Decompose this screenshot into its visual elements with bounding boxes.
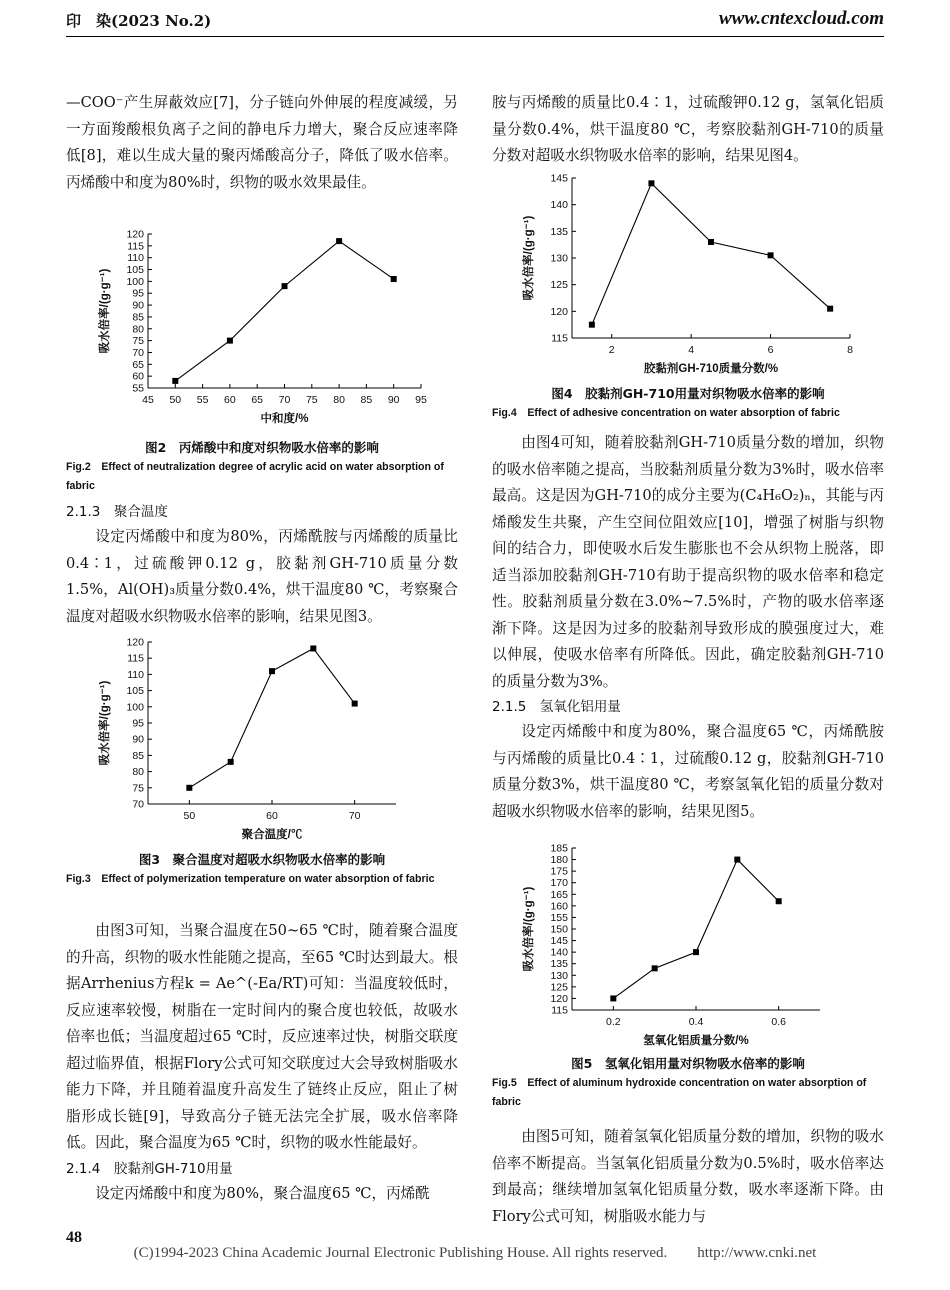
data-point [610,995,616,1001]
x-tick-label: 8 [847,344,853,356]
y-axis-label: 吸水倍率/(g·g⁻¹) [99,680,111,766]
right-body-text [492,430,884,825]
y-axis-label: 吸水倍率/(g·g⁻¹) [99,268,111,354]
copyright-footer: (C)1994-2023 China Academic Journal Electronic Publishing House. All rights reserved. http://www.cnki.net [133,1245,817,1261]
figure-4-chart [520,168,870,380]
journal-url[interactable]: www.cntexcloud.com [718,8,884,29]
y-axis-label: 吸水倍率/(g·g⁻¹) [523,215,535,301]
x-tick-label: 50 [183,810,196,822]
y-tick-label: 185 [550,842,568,855]
y-tick-label: 75 [132,782,144,795]
y-tick-label: 140 [550,199,568,212]
y-tick-label: 120 [550,992,568,1005]
right-column [492,90,884,170]
y-tick-label: 115 [127,240,144,253]
fig3-caption [66,850,458,889]
paragraph: 由图4可知，随着胶黏剂GH-710质量分数的增加，织物的吸水倍率随之提高，当胶黏剂质量分数为3%时，吸水倍率最高。这是因为GH-710的成分主要为(C₄H₆O₂)ₙ，其能与丙烯酸发生共聚，产生空间位阻效应[10]，增强了树脂与织物间的结合力，即使吸水后发生膨胀也不会从织物上脱落，即适当添加胶黏剂GH-710有助于提高织物的吸水倍率和稳定性。胶黏剂质量分数在3.0%~7.5%时，产物的吸水倍率逐渐下降。这是因为过多的胶黏剂导致形成的膜强度过大，难以伸展，使吸水倍率有所降低。因此，确定胶黏剂GH-710的质量分数为3%。 [492,434,885,690]
header-divider [66,36,884,37]
y-tick-label: 100 [126,701,144,714]
paragraph: —COO⁻产生屏蔽效应[7]，分子链向外伸展的程度减缓，另一方面羧酸根负离子之间的静电斥力增大，聚合反应速率降低[8]，难以生成大量的聚丙烯酸高分子，降低了吸水倍率。丙烯酸中和度为80%时，织物的吸水效果最佳。 [66,94,458,191]
series-line [175,241,393,381]
section-heading: 2.1.3 聚合温度 [66,504,168,520]
y-tick-label: 140 [550,946,568,959]
right-final-text [492,1124,884,1230]
y-tick-label: 120 [126,636,144,649]
x-tick-label: 4 [688,344,695,356]
paragraph: 设定丙烯酸中和度为80%，丙烯酰胺与丙烯酸的质量比0.4∶1，过硫酸钾0.12 g，胶黏剂GH-710质量分数1.5%，Al(OH)₃质量分数0.4%，烘干温度80 ℃，考察聚合温度对超吸水织物吸水倍率的影响，结果见图3。 [66,528,458,625]
x-axis-label: 胶黏剂GH-710质量分数/% [643,363,779,375]
y-tick-label: 170 [550,877,568,890]
x-axis-label: 中和度/% [260,413,309,425]
data-point [693,949,699,955]
y-tick-label: 120 [126,228,144,241]
y-tick-label: 55 [132,382,144,395]
y-tick-label: 85 [132,311,144,324]
y-tick-label: 105 [126,685,144,698]
y-tick-label: 145 [550,935,568,948]
data-point [648,180,654,186]
left-body-text [66,918,458,1207]
fig2-svg [96,226,436,436]
figure-2-chart [96,226,436,436]
data-point [172,378,178,384]
y-tick-label: 90 [132,299,144,312]
fig4-svg [520,168,870,380]
series-line [592,183,830,324]
fig2-caption-en: Fig.2 Effect of neutralization degree of acrylic acid on water absorption of fabric [66,461,444,492]
data-point [336,238,342,244]
y-tick-label: 115 [551,1004,568,1017]
fig3-caption-cn: 图3 聚合温度对超吸水织物吸水倍率的影响 [138,852,386,867]
data-point [269,668,275,674]
x-tick-label: 55 [196,394,209,406]
y-tick-label: 110 [127,668,144,681]
paragraph: 设定丙烯酸中和度为80%，聚合温度65 ℃，丙烯酰 [95,1184,430,1202]
fig4-caption-en: Fig.4 Effect of adhesive concentration on water absorption of fabric [492,407,840,419]
section-heading: 2.1.5 氢氧化铝用量 [492,699,621,715]
data-point [186,785,192,791]
y-tick-label: 110 [127,252,144,265]
x-tick-label: 65 [251,394,264,406]
left-column [66,90,458,196]
x-axis-label: 氢氧化铝质量分数/% [643,1035,749,1047]
y-tick-label: 100 [126,275,144,288]
x-tick-label: 85 [360,394,373,406]
x-tick-label: 60 [266,810,278,822]
y-tick-label: 65 [132,358,144,371]
y-tick-label: 130 [550,252,568,265]
paragraph: 由图3可知，当聚合温度在50~65 ℃时，随着聚合温度的升高，织物的吸水性能随之提高，至65 ℃时达到最大。根据Arrhenius方程k = Ae^(-Ea/RT)可知：当温度较低时，反应速率较慢，树脂在一定时间内的聚合度也较低，故吸水倍率也低；当温度超过65 ℃时，反应速率过快，树脂交联度超过临界值，根据Flory公式可知交联度过大会导致树脂吸水能力下降，并且随着温度升高发生了链终止反应，阻止了树脂形成长链[9]，导致高分子链无法完全扩展，吸水倍率降低。因此，聚合温度为65 ℃时，织物的吸水性能最好。 [66,922,458,1151]
x-tick-label: 80 [333,394,345,406]
y-tick-label: 150 [550,923,568,936]
fig5-caption-cn: 图5 氢氧化铝用量对织物吸水倍率的影响 [571,1056,805,1071]
fig3-svg [96,632,436,846]
y-axis-label: 吸水倍率/(g·g⁻¹) [523,886,535,972]
x-tick-label: 70 [348,810,361,822]
y-tick-label: 175 [550,865,568,878]
y-tick-label: 135 [550,225,568,238]
y-tick-label: 95 [132,717,144,730]
journal-header: 印 染(2023 No.2) [66,12,212,30]
y-tick-label: 105 [126,264,144,277]
x-tick-label: 6 [767,344,774,356]
data-point [776,898,782,904]
data-point [282,283,288,289]
x-tick-label: 90 [387,394,400,406]
data-point [310,645,316,651]
y-tick-label: 125 [550,981,568,994]
data-point [827,306,833,312]
x-tick-label: 0.4 [688,1016,704,1028]
y-tick-label: 70 [132,798,144,811]
fig4-caption-cn: 图4 胶黏剂GH-710用量对织物吸水倍率的影响 [551,386,825,401]
y-tick-label: 120 [550,305,568,318]
fig5-svg [520,840,870,1052]
figure-5-chart [520,840,870,1052]
data-point [589,322,595,328]
y-tick-label: 70 [132,346,144,359]
fig3-caption-en: Fig.3 Effect of polymerization temperature on water absorption of fabric [66,873,435,885]
data-point [228,759,234,765]
y-tick-label: 130 [550,969,568,982]
data-point [708,239,714,245]
y-tick-label: 135 [550,958,568,971]
y-tick-label: 165 [550,888,568,901]
y-tick-label: 160 [550,900,568,913]
paragraph: 胺与丙烯酸的质量比0.4∶1，过硫酸钾0.12 g，氢氧化铝质量分数0.4%，烘干温度80 ℃，考察胶黏剂GH-710的质量分数对超吸水织物吸水倍率的影响，结果见图4。 [492,94,884,164]
data-point [391,276,397,282]
y-tick-label: 85 [132,749,144,762]
y-tick-label: 80 [132,766,144,779]
y-tick-label: 60 [132,370,144,383]
x-tick-label: 70 [278,394,291,406]
data-point [352,701,358,707]
y-tick-label: 145 [550,172,568,185]
y-tick-label: 125 [550,279,568,292]
fig2-caption [66,438,458,496]
y-tick-label: 180 [550,854,568,867]
y-tick-label: 155 [550,911,568,924]
y-tick-label: 75 [132,335,144,348]
x-tick-label: 50 [169,394,182,406]
data-point [227,338,233,344]
x-axis-label: 聚合温度/℃ [241,829,303,841]
x-tick-label: 0.2 [606,1016,621,1028]
x-tick-label: 60 [224,394,236,406]
data-point [734,857,740,863]
y-tick-label: 115 [127,652,144,665]
y-tick-label: 90 [132,733,144,746]
y-tick-label: 95 [132,287,144,300]
x-tick-label: 45 [142,394,154,406]
fig4-caption [492,384,884,423]
fig5-caption [492,1054,884,1112]
x-tick-label: 95 [415,394,427,406]
data-point [652,965,658,971]
paragraph: 由图5可知，随着氢氧化铝质量分数的增加，织物的吸水倍率不断提高。当氢氧化铝质量分数为0.5%时，吸水倍率达到最高；继续增加氢氧化铝质量分数，吸水率逐渐下降。由Flory公式可知，树脂吸水能力与 [492,1128,884,1225]
page-number: 48 [66,1229,82,1246]
fig5-caption-en: Fig.5 Effect of aluminum hydroxide concentration on water absorption of fabric [492,1077,867,1108]
section-213 [66,500,458,630]
section-heading: 2.1.4 胶黏剂GH-710用量 [66,1160,233,1177]
y-tick-label: 115 [551,332,568,345]
x-tick-label: 2 [608,344,615,356]
paragraph: 设定丙烯酸中和度为80%，聚合温度65 ℃，丙烯酰胺与丙烯酸的质量比0.4∶1，过硫酸0.12 g，胶黏剂GH-710质量分数3%，烘干温度80 ℃，考察氢氧化铝的质量分数对超吸水织物吸水倍率的影响，结果见图5。 [492,723,884,820]
y-tick-label: 80 [132,323,144,336]
figure-3-chart [96,632,436,846]
x-tick-label: 0.6 [771,1016,786,1028]
data-point [768,252,774,258]
fig2-caption-cn: 图2 丙烯酸中和度对织物吸水倍率的影响 [145,440,379,455]
x-tick-label: 75 [305,394,318,406]
series-line [613,860,778,999]
